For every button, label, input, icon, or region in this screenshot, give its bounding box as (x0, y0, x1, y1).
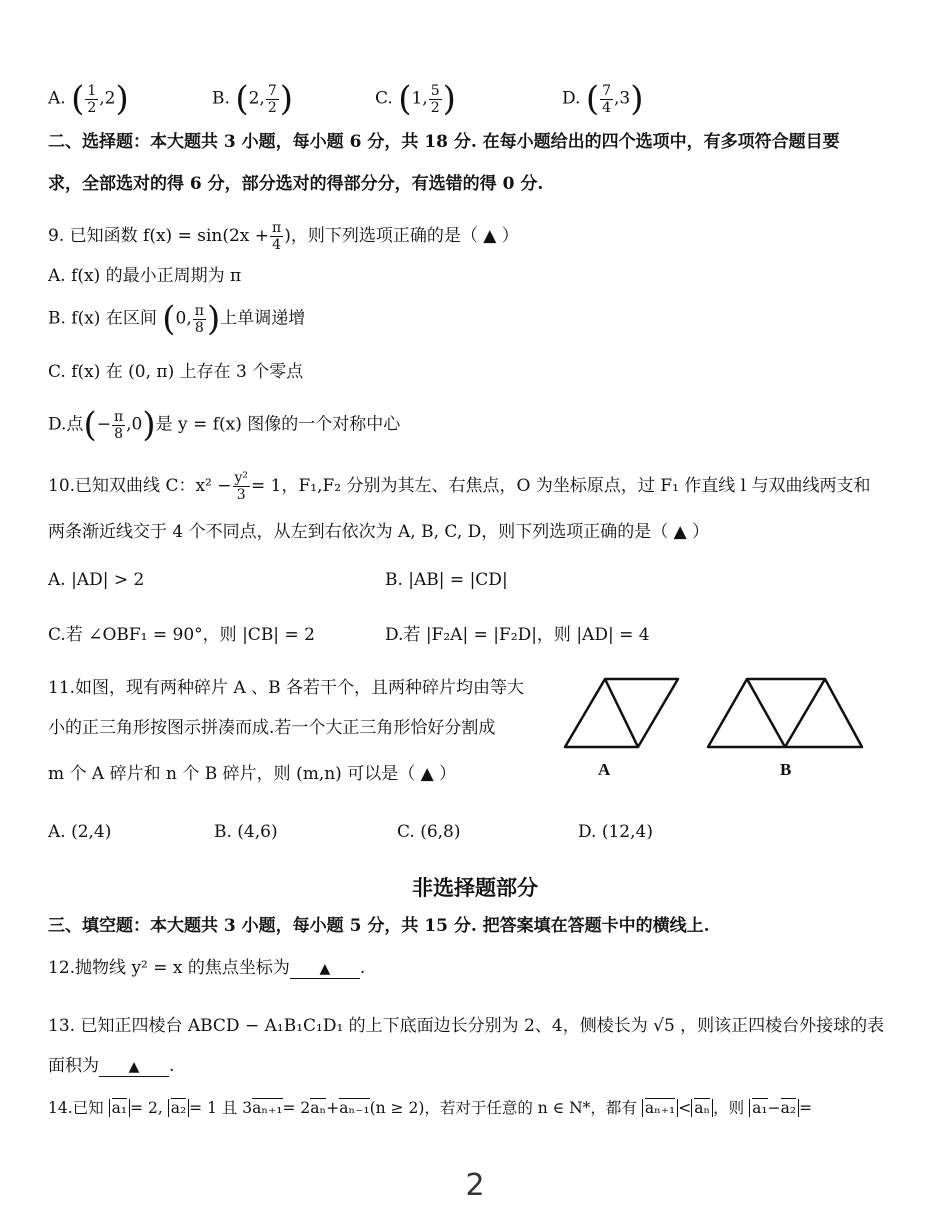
q11-line2: 小的正三角形按图示拼凑而成.若一个大正三角形恰好分割成 (48, 718, 496, 738)
page-number: 2 (465, 1168, 485, 1203)
piece-b-figure (708, 679, 862, 747)
fig-label-a: A (598, 760, 611, 779)
q9-option-a: A. f(x) 的最小正周期为 π (48, 266, 242, 286)
q8-option-a: A. ( $\frac{1}{2}$ ,2) (48, 79, 129, 119)
q10-option-a: A. |AD| > 2 (48, 570, 145, 590)
q11-option-a: A. (2,4) (48, 822, 112, 842)
q13-answer-blank: ▲ (99, 1058, 169, 1077)
q11-line1: 11.如图，现有两种碎片 A 、B 各若干个，且两种碎片均由等大 (48, 678, 525, 698)
q9-option-d: D.点(− $\frac{\pi}{8}$ ,0)是 y = f(x) 图像的一个对称中心 (48, 405, 401, 445)
q11-figure (560, 672, 880, 787)
q11-option-c: C. (6,8) (397, 822, 461, 842)
q13-line2: 面积为 ▲ . (48, 1056, 175, 1076)
q10-option-d: D.若 |F₂A| = |F₂D|，则 |AD| = 4 (385, 625, 650, 645)
q12: 12.抛物线 y² = x 的焦点坐标为 ▲ . (48, 958, 366, 978)
q9-stem: 9. 已知函数 f(x) = sin(2x + $\frac{\pi}{4}$ )，则下列选项正确的是（ ▲ ） (48, 220, 519, 253)
q14: 14.已知 a₁ = 2, a₂ = 1 且 3aₙ₊₁= 2aₙ+aₙ₋₁(n ≥ 2)，若对于任意的 n ∈ N*，都有 aₙ₊₁ < aₙ ，则 a₁−a₂ = (48, 1099, 813, 1117)
q9-option-c: C. f(x) 在 (0, π) 上存在 3 个零点 (48, 362, 304, 382)
q9-option-b: B. f(x) 在区间 (0, $\frac{\pi}{8}$ )上单调递增 (48, 299, 306, 339)
q11-line3: m 个 A 碎片和 n 个 B 碎片，则 (m,n) 可以是（ ▲ ） (48, 764, 457, 784)
q13-line1: 13. 已知正四棱台 ABCD − A₁B₁C₁D₁ 的上下底面边长分别为 2、4，侧棱长为 √5 ，则该正四棱台外接球的表 (48, 1016, 885, 1036)
q8-option-d: D. ( $\frac{7}{4}$ ,3) (562, 79, 644, 119)
q8-option-c: C. (1, $\frac{5}{2}$ ) (375, 79, 456, 119)
section2-line2: 求，全部选对的得 6 分，部分选对的得部分分，有选错的得 0 分. (48, 174, 544, 194)
part-heading: 非选择题部分 (412, 876, 538, 900)
q10-option-c: C.若 ∠OBF₁ = 90°，则 |CB| = 2 (48, 625, 315, 645)
piece-a-figure (565, 679, 678, 747)
section3-header: 三、填空题：本大题共 3 小题，每小题 5 分，共 15 分. 把答案填在答题卡中的横线上. (48, 916, 710, 936)
q10-stem-line2: 两条渐近线交于 4 个不同点，从左到右依次为 A, B, C, D，则下列选项正确的是（ ▲ ） (48, 522, 710, 542)
q11-option-d: D. (12,4) (578, 822, 653, 842)
q10-option-b: B. |AB| = |CD| (385, 570, 508, 590)
section2-line1: 二、选择题：本大题共 3 小题，每小题 6 分，共 18 分. 在每小题给出的四个选项中，有多项符合题目要 (48, 132, 840, 152)
q10-stem: 10.已知双曲线 C：x² − $\frac{\text{y²}}{3}$ = 1，F₁,F₂ 分别为其左、右焦点，O 为坐标原点，过 F₁ 作直线 l 与双曲线两支和 (48, 470, 871, 503)
fig-label-b: B (780, 760, 792, 779)
q8-option-b: B. (2, $\frac{7}{2}$ ) (212, 79, 293, 119)
q11-option-b: B. (4,6) (214, 822, 278, 842)
q12-answer-blank: ▲ (290, 960, 360, 979)
